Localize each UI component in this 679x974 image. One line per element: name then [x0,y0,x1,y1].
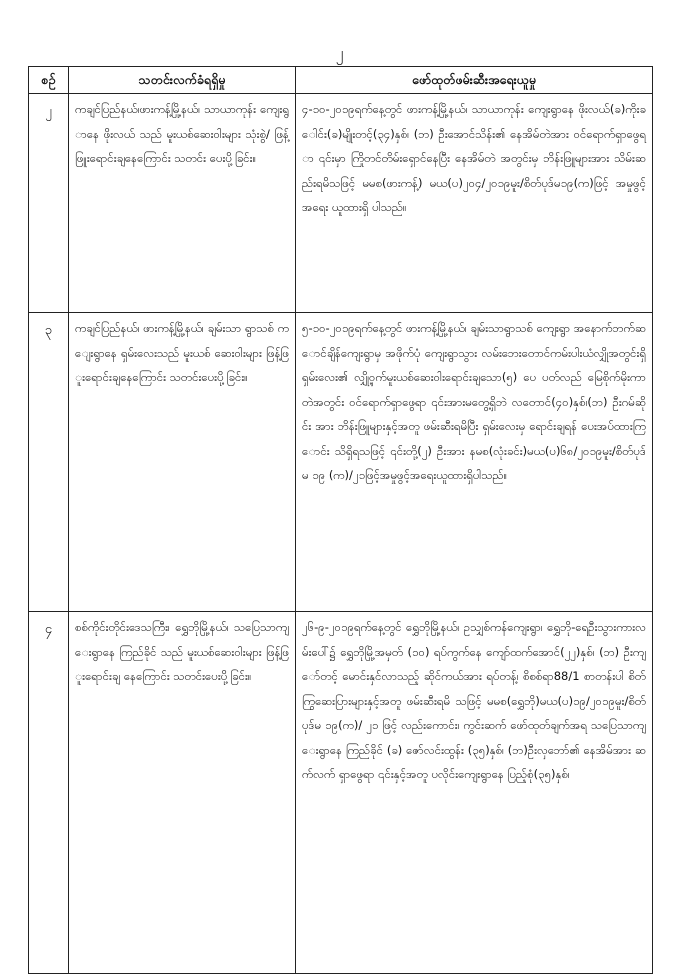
page-number: ၂ [335,43,344,62]
header-news-received: သတင်းလက်ခံရရှိမှု [69,67,296,94]
table-row [29,612,653,974]
row-serial-no: ၄ [29,612,69,974]
table-row [29,313,653,612]
header-serial-no: စဉ် [29,67,69,94]
row-news-text: စစ်ကိုင်းတိုင်းဒေသကြီး၊ ရွှေဘိုမြို့နယ်၊ သပြေသာကျေးရွာနေ ကြည်ခိုင် သည် မူးယစ်ဆေးဝါးများ ဖြန့်ဖြူးရောင်းချ နေကြောင်း သတင်းပေးပို့ခြင်း။ [69,612,296,974]
row-news-text: ကချင်ပြည်နယ်၊ဖားကန့်မြို့နယ်၊ သာယာကုန်း ကျေးရွာနေ ဖိုးလယ် သည် မူးယစ်ဆေးဝါးများ သုံးစွဲ/ ဖြန့်ဖြူးရောင်းချနေကြောင်း သတင်း ပေးပို့ခြင်း။ [69,94,296,313]
row-news-text: ကချင်ပြည်နယ်၊ ဖားကန့်မြို့နယ်၊ ချမ်းသာ ရွာသစ် ကျေးရွာနေ ရှမ်းလေးသည် မူးယစ် ဆေးဝါးများ ဖြန့်ဖြူးရောင်းချနေကြောင်း သတင်းပေးပို့ခြင်း။ [69,313,296,612]
row-serial-no: ၃ [29,313,69,612]
table-row [29,94,653,313]
case-report-table [28,66,653,974]
table-header [29,67,653,94]
row-action-text: ၅-၁၀-၂၀၁၉ရက်နေ့တွင် ဖားကန့်မြို့နယ်၊ ချမ်းသာရွာသစ် ကျေးရွာ အနောက်ဘက်ဆောင်ချိန်ကျေးရွာမှ အဖိုက်ပုံ ကျေးရွာသွား လမ်းဘေးတောင်ကမ်းပါးယံလျှိုအတွင်းရှိ ရှမ်းလေး၏ လျှို့ဝှက်မူးယစ်ဆေးဝါးရောင်းချသော(၅) ပေ ပတ်လည် မြေစိုက်မိုးကာတဲအတွင်း ဝင်ရောက်ရှာဖွေရာ ၎င်းအားမတွေ့ရှိဘဲ လတောင်(၄၀)နှစ်၊(ဘ) ဦးဂမ်ဆိုင်း အား ဘိန်းဖြူများနှင့်အတူ ဖမ်းဆီးရမိပြီး ရှမ်းလေးမှ ရောင်းချရန် ပေးအပ်ထားကြောင်း သိရှိရသဖြင့် ၎င်းတို့(၂) ဦးအား နမစ(လုံးခင်း)မယ(ပ)၆၈/၂၀၁၉မူး/စိတ်ပုဒ်မ ၁၉ (က)/၂၁ဖြင့်အမှုဖွင့်အရေးယူထားရှိပါသည်။ [296,313,653,612]
row-action-text: ၄-၁၀-၂၀၁၉ရက်နေ့တွင် ဖားကန့်မြို့နယ်၊ သာယာကုန်း ကျေးရွာနေ ဖိုးလယ်(ခ)ကိုးခေါင်း(ခ)မျိုးတင့်(၃၄)နှစ်၊ (ဘ) ဦးအောင်သိန်း၏ နေအိမ်တဲအား ဝင်ရောက်ရှာဖွေရာ ၎င်းမှာ ကြိုတင်တိမ်းရှောင်နေပြီး နေအိမ်တဲ အတွင်းမှ ဘိန်းဖြူများအား သိမ်းဆည်းရမိသဖြင့် မမစ(ဖားကန့်) မယ(ပ)၂၀၄/၂၀၁၉မူး/စိတ်ပုဒ်မ၁၉(က)ဖြင့် အမှုဖွင့် အရေး ယူထားရှိ ပါသည်။ [296,94,653,313]
header-action-taken: ဖော်ထုတ်ဖမ်းဆီးအရေးယူမှု [296,67,653,94]
row-serial-no: ၂ [29,94,69,313]
row-action-text: ၂၆-၉-၂၀၁၉ရက်နေ့တွင် ရွှေဘိုမြို့နယ်၊ ဥသျှစ်ကန်ကျေးရွာ၊ ရွှေဘို-ရေဦးသွားကားလမ်းပေါ်၌ ရွှေဘိုမြို့အမှတ် (၁၀) ရပ်ကွက်နေ ကျော်ထက်အောင်(၂၂)နှစ်၊ (ဘ) ဦးကျော်တင့် မောင်းနှင်လာသည့် ဆိုင်ကယ်အား ရပ်တန့်၊ စိစစ်ရာ88/1 စာတန်းပါ စိတ်ကြွဆေးပြားများနှင့်အတူ ဖမ်းဆီးရမိ သဖြင့် မမစ(ရွှေဘို)မယ(ပ)၁၉/၂၀၁၉မူး/စိတ် ပုဒ်မ ၁၉(က)/ ၂၁ ဖြင့် လည်းကောင်း၊ ကွင်းဆက် ဖော်ထုတ်ချက်အရ သပြေသာကျေးရွာနေ ကြည်ခိုင် (ခ) ဇော်လင်းထွန်း (၃၅)နှစ်၊ (ဘ)ဦးလှဘော်၏ နေအိမ်အား ဆက်လက် ရှာဖွေရာ ၎င်းနှင့်အတူ ပလိုင်းကျေးရွာနေ ပြည့်စုံ(၃၅)နှစ်၊ [296,612,653,974]
